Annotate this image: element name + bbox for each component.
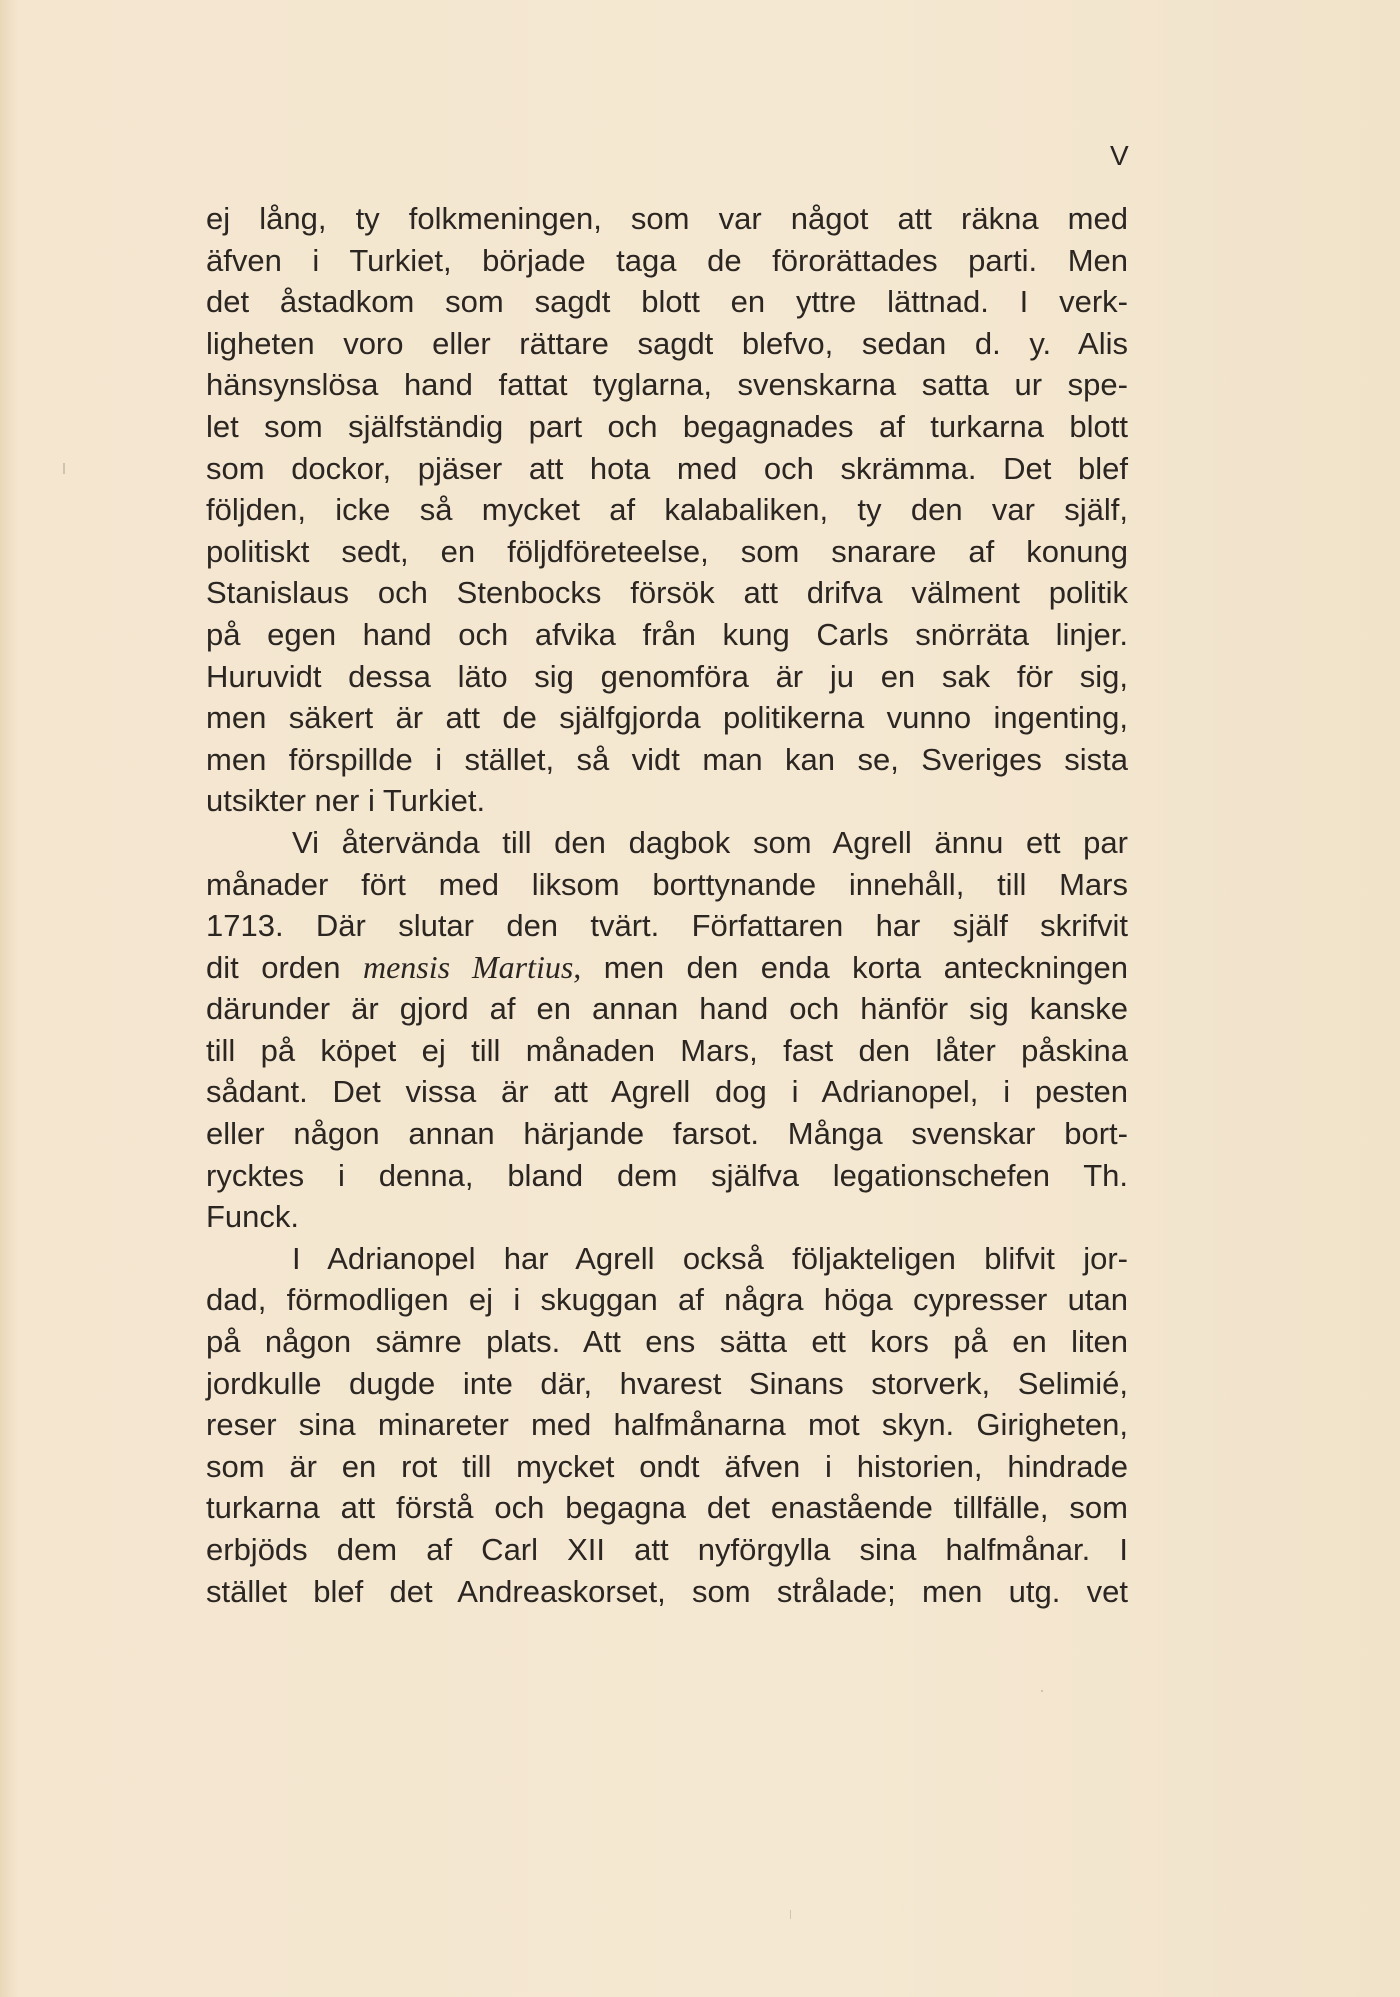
text-line: I Adrianopel har Agrell också följakteligen blifvit jor- [292, 1240, 1128, 1276]
margin-speck [1041, 1690, 1043, 1692]
text-line: politiskt sedt, en följdföreteelse, som snarare af konung [206, 533, 1128, 569]
text-line: ligheten voro eller rättare sagdt blefvo, sedan d. y. Alis [206, 325, 1128, 361]
text-line: ej lång, ty folkmeningen, som var något att räkna med [206, 201, 1128, 236]
text-line: 1713. Där slutar den tvärt. Författaren har själf skrifvit [206, 908, 1128, 944]
text-line: hänsynslösa hand fattat tyglarna, svenskarna satta ur spe- [206, 367, 1128, 403]
paragraph-1 [206, 198, 1128, 822]
text-line: jordkulle dugde inte där, hvarest Sinans storverk, Selimié, [206, 1365, 1128, 1401]
margin-speck [63, 463, 65, 474]
text-line: följden, icke så mycket af kalabaliken, ty den var själf, [206, 492, 1128, 528]
text-line: äfven i Turkiet, började taga de förorättades parti. Men [206, 242, 1128, 278]
text-line: till på köpet ej till månaden Mars, fast den låter påskina [206, 1032, 1128, 1068]
text-line: utsikter ner i Turkiet. [206, 783, 486, 819]
text-segment: men den enda korta anteckningen [581, 949, 1128, 985]
text-line: på egen hand och afvika från kung Carls snörräta linjer. [206, 616, 1128, 652]
text-line: Stanislaus och Stenbocks försök att drifva välment politik [206, 575, 1128, 611]
text-line: eller någon annan härjande farsot. Många svenskar bort- [206, 1116, 1128, 1152]
margin-speck [790, 1910, 791, 1919]
text-line: dad, förmodligen ej i skuggan af några höga cypresser utan [206, 1282, 1128, 1318]
text-line: men säkert är att de själfgjorda politikerna vunno ingenting, [206, 700, 1128, 736]
text-line-with-italic [206, 947, 1128, 989]
text-line: rycktes i denna, bland dem själfva legationschefen Th. [206, 1157, 1128, 1193]
text-line: turkarna att förstå och begagna det enastående tillfälle, som [206, 1490, 1128, 1526]
text-line: månader fört med liksom borttynande innehåll, till Mars [206, 866, 1128, 902]
text-line: men förspillde i stället, så vidt man kan se, Sveriges sista [206, 741, 1128, 777]
text-segment: dit orden [206, 949, 363, 985]
text-line: Vi återvända till den dagbok som Agrell ännu ett par [292, 824, 1128, 860]
page-number: V [1110, 140, 1130, 171]
text-line: Funck. [206, 1199, 300, 1235]
text-line: stället blef det Andreaskorset, som strålade; men utg. vet [206, 1573, 1128, 1609]
text-line: erbjöds dem af Carl XII att nyförgylla sina halfmånar. I [206, 1532, 1128, 1567]
paragraph-3 [206, 1238, 1128, 1612]
text-line: sådant. Det vissa är att Agrell dog i Adrianopel, i pesten [206, 1074, 1128, 1110]
text-line: som dockor, pjäser att hota med och skrämma. Det blef [206, 450, 1128, 486]
text-line: på någon sämre plats. Att ens sätta ett kors på en liten [206, 1324, 1128, 1360]
text-line: som är en rot till mycket ondt äfven i historien, hindrade [206, 1448, 1128, 1484]
text-line: Huruvidt dessa läto sig genomföra är ju en sak för sig, [206, 658, 1128, 694]
text-line: reser sina minareter med halfmånarna mot skyn. Girigheten, [206, 1407, 1128, 1443]
italic-latin-phrase: mensis Martius, [362, 948, 582, 985]
paragraph-2 [206, 822, 1128, 1238]
body-text [206, 198, 1128, 1612]
text-line: let som själfständig part och begagnades af turkarna blott [206, 408, 1128, 444]
text-line: därunder är gjord af en annan hand och hänför sig kanske [206, 991, 1128, 1027]
text-line: det åstadkom som sagdt blott en yttre lättnad. I verk- [206, 284, 1128, 320]
